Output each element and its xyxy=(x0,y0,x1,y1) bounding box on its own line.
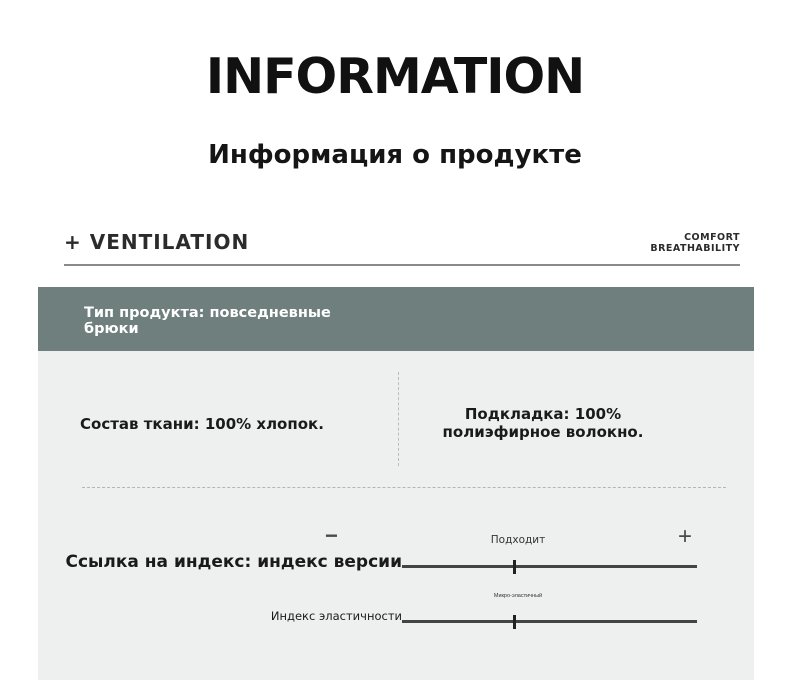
elasticity-caption: Микро-эластичный xyxy=(493,593,543,599)
tag-comfort: COMFORT xyxy=(684,232,740,243)
section-tags xyxy=(650,232,740,254)
horizontal-divider xyxy=(82,487,726,488)
fabric-composition: Состав ткани: 100% хлопок. xyxy=(80,415,324,433)
elasticity-index-label: Индекс эластичности xyxy=(270,609,402,623)
product-type-band xyxy=(38,287,754,351)
vertical-divider xyxy=(398,372,399,466)
page-subtitle: Информация о продукте xyxy=(208,140,582,170)
scale-mid-label: Подходит xyxy=(490,534,546,546)
info-panel xyxy=(38,287,754,680)
section-header xyxy=(64,226,740,266)
page-title: INFORMATION xyxy=(205,48,585,105)
product-type-text: Тип продукта: повседневные брюки xyxy=(84,305,331,337)
lining-composition: Подкладка: 100% полиэфирное волокно. xyxy=(442,405,644,441)
elasticity-index-track xyxy=(402,620,697,623)
elasticity-index-marker xyxy=(513,615,516,629)
tag-breathability: BREATHABILITY xyxy=(650,243,740,254)
section-label: + VENTILATION xyxy=(64,230,250,254)
version-index-track xyxy=(402,565,697,568)
plus-icon: + xyxy=(678,523,693,550)
minus-icon: − xyxy=(325,523,338,548)
version-index-label: Ссылка на индекс: индекс версии xyxy=(65,552,402,572)
version-index-marker xyxy=(513,560,516,574)
